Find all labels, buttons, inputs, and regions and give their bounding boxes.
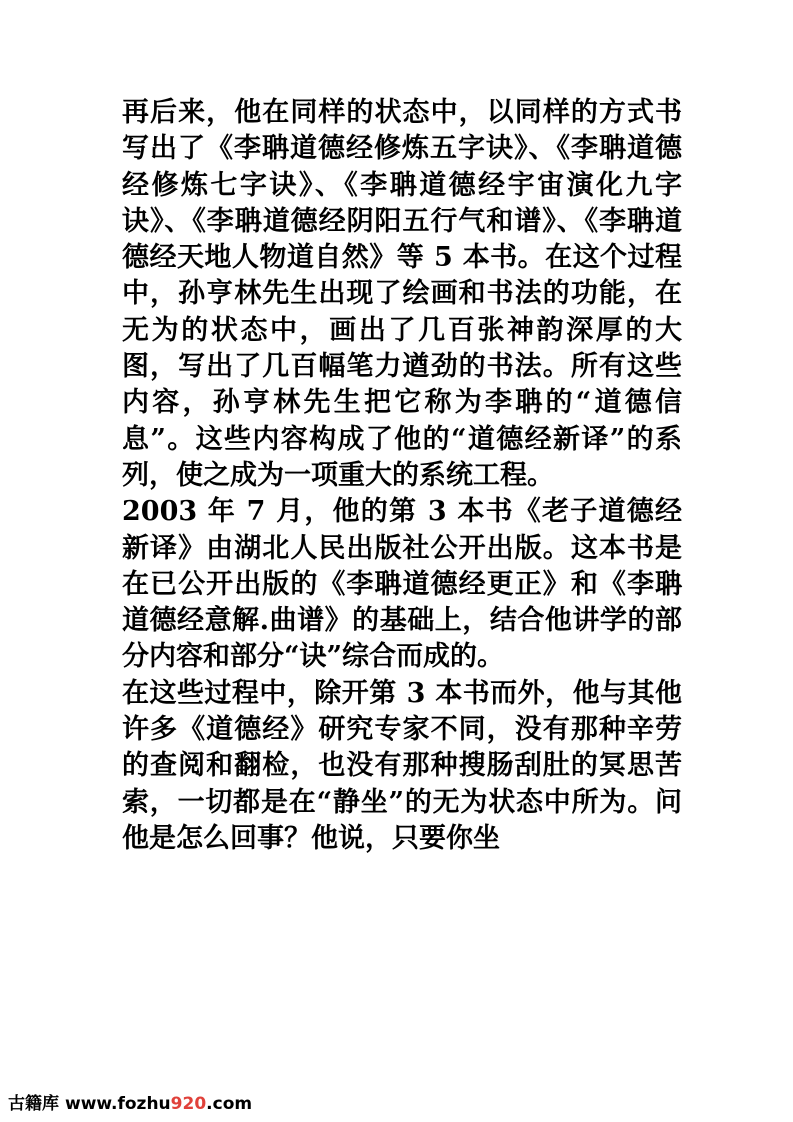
- paragraph-3: 在这些过程中，除开第 3 本书而外，他与其他许多《道德经》研究专家不同，没有那种辛劳的查阅和翻检，也没有那种搜肠刮肚的冥思苦索，一切都是在“静坐”的无为状态中所为。问他是怎么回事？他说，只要你坐: [122, 677, 682, 854]
- watermark-footer: [8, 1089, 252, 1114]
- paragraph-2: 2003 年 7 月，他的第 3 本书《老子道德经新译》由湖北人民出版社公开出版。这本书是在已公开出版的《李聃道德经更正》和《李聃道德经意解.曲谱》的基础上，结合他讲学的部分内容和部分“诀”综合而成的。: [122, 496, 682, 673]
- footer-url-highlight: 920: [170, 1094, 207, 1114]
- footer-url-prefix: www.fozhu: [65, 1094, 171, 1114]
- footer-url-suffix: .com: [206, 1094, 253, 1114]
- footer-brand: 古籍库: [8, 1094, 59, 1114]
- document-body: [122, 95, 682, 857]
- paragraph-1: 再后来，他在同样的状态中，以同样的方式书写出了《李聃道德经修炼五字诀》、《李聃道德经修炼七字诀》、《李聃道德经宇宙演化九字诀》、《李聃道德经阴阳五行气和谱》、《李聃道德经天地人物道自然》等 5 本书。在这个过程中，孙亨林先生出现了绘画和书法的功能，在无为的状态中，画出了几百张神韵深厚的大图，写出了几百幅笔力遒劲的书法。所有这些内容，孙亨林先生把它称为李聃的“道德信息”。这些内容构成了他的“道德经新译”的系列，使之成为一项重大的系统工程。: [122, 97, 682, 491]
